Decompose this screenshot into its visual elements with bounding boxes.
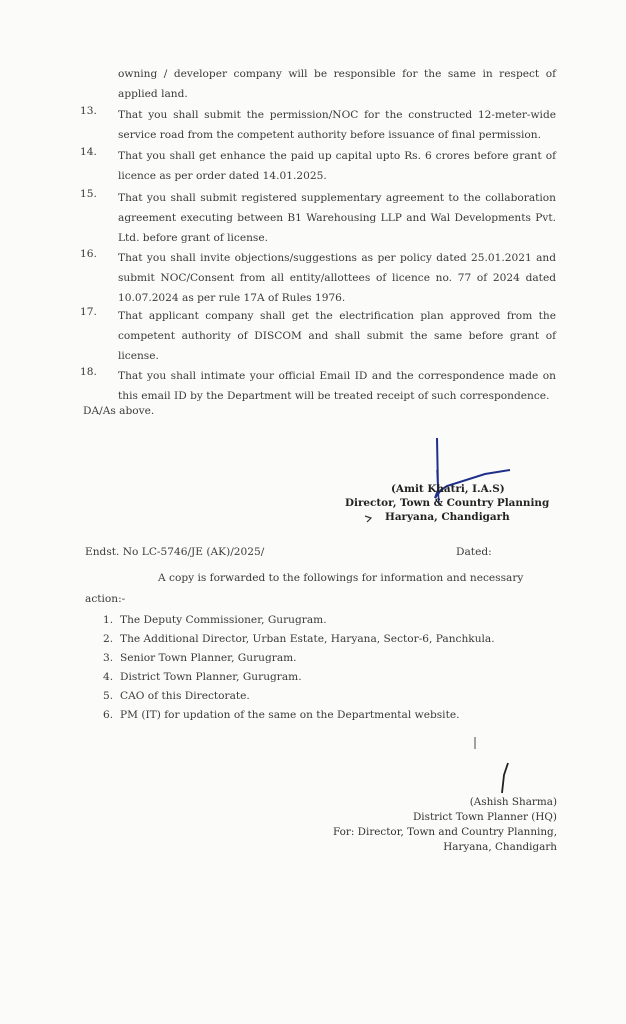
copy-to-text: The Additional Director, Urban Estate, Haryana, Sector-6, Panchkula.: [120, 633, 495, 645]
signatory2-place: Haryana, Chandigarh: [443, 841, 557, 853]
condition-16: [80, 248, 556, 308]
condition-number: 14.: [80, 146, 97, 158]
copy-to-text: PM (IT) for updation of the same on the Departmental website.: [120, 709, 460, 721]
copy-to-number: 6.: [103, 709, 114, 721]
condition-text: That you shall submit registered supplementary agreement to the collaboration agreement executing between B1 Warehousing LLP and Wal Developments Pvt. Ltd. before grant of license.: [118, 192, 556, 244]
copy-to-item: [103, 668, 302, 687]
signatory1-name: (Amit Khatri, I.A.S): [391, 483, 505, 495]
copy-to-number: 3.: [103, 652, 114, 664]
endorsement-intro-cont: action:-: [85, 593, 126, 605]
condition-number: 16.: [80, 248, 97, 260]
signatory2-designation: District Town Planner (HQ): [412, 811, 557, 823]
condition-text: That you shall submit the permission/NOC for the constructed 12-meter-wide service road from the competent authority before issuance of final permission.: [118, 109, 556, 141]
copy-to-number: 1.: [103, 614, 114, 626]
continuation-text: owning / developer company will be responsible for the same in respect of applied land.: [118, 68, 556, 100]
copy-to-text: The Deputy Commissioner, Gurugram.: [120, 614, 327, 626]
copy-to-number: 5.: [103, 690, 114, 702]
copy-to-text: District Town Planner, Gurugram.: [120, 671, 302, 683]
copy-to-item: [103, 611, 327, 630]
condition-number: 18.: [80, 366, 97, 378]
condition-number: 13.: [80, 105, 97, 117]
copy-to-item: [103, 687, 250, 706]
condition-17: [80, 306, 556, 366]
copy-to-number: 4.: [103, 671, 114, 683]
signatory2-for: For: Director, Town and Country Planning,: [333, 826, 557, 838]
copy-to-text: CAO of this Directorate.: [120, 690, 250, 702]
condition-13: [80, 105, 556, 145]
signatory1-designation: Director, Town & Country Planning: [345, 497, 550, 509]
condition-14: [80, 146, 556, 186]
condition-number: 15.: [80, 188, 97, 200]
condition-18: [80, 366, 556, 406]
copy-to-number: 2.: [103, 633, 114, 645]
condition-text: That you shall invite objections/suggestions as per policy dated 25.01.2021 and submit NOC/Consent from all entity/allottees of licence no. 77 of 2024 dated 10.07.2024 as per rule 17A of Rules 1976.: [118, 252, 556, 304]
signatory1-place: Haryana, Chandigarh: [385, 511, 510, 523]
copy-to-item: [103, 630, 495, 649]
endorsement-intro: A copy is forwarded to the followings for information and necessary: [158, 572, 524, 584]
continuation-paragraph: [80, 64, 556, 104]
copy-to-item: [103, 649, 297, 668]
enclosure-note: DA/As above.: [83, 405, 155, 417]
endorsement-dated: Dated:: [456, 546, 492, 558]
condition-number: 17.: [80, 306, 97, 318]
condition-15: [80, 188, 556, 248]
endorsement-number: Endst. No LC-5746/JE (AK)/2025/: [85, 546, 265, 558]
condition-text: That you shall get enhance the paid up capital upto Rs. 6 crores before grant of licence as per order dated 14.01.2025.: [118, 150, 556, 182]
condition-text: That you shall intimate your official Email ID and the correspondence made on this email ID by the Department will be treated receipt of such correspondence.: [118, 370, 556, 402]
signatory2-name: (Ashish Sharma): [469, 796, 557, 808]
copy-to-item: [103, 706, 459, 725]
copy-to-text: Senior Town Planner, Gurugram.: [120, 652, 297, 664]
condition-text: That applicant company shall get the electrification plan approved from the competent authority of DISCOM and shall submit the same before grant of license.: [118, 310, 556, 362]
